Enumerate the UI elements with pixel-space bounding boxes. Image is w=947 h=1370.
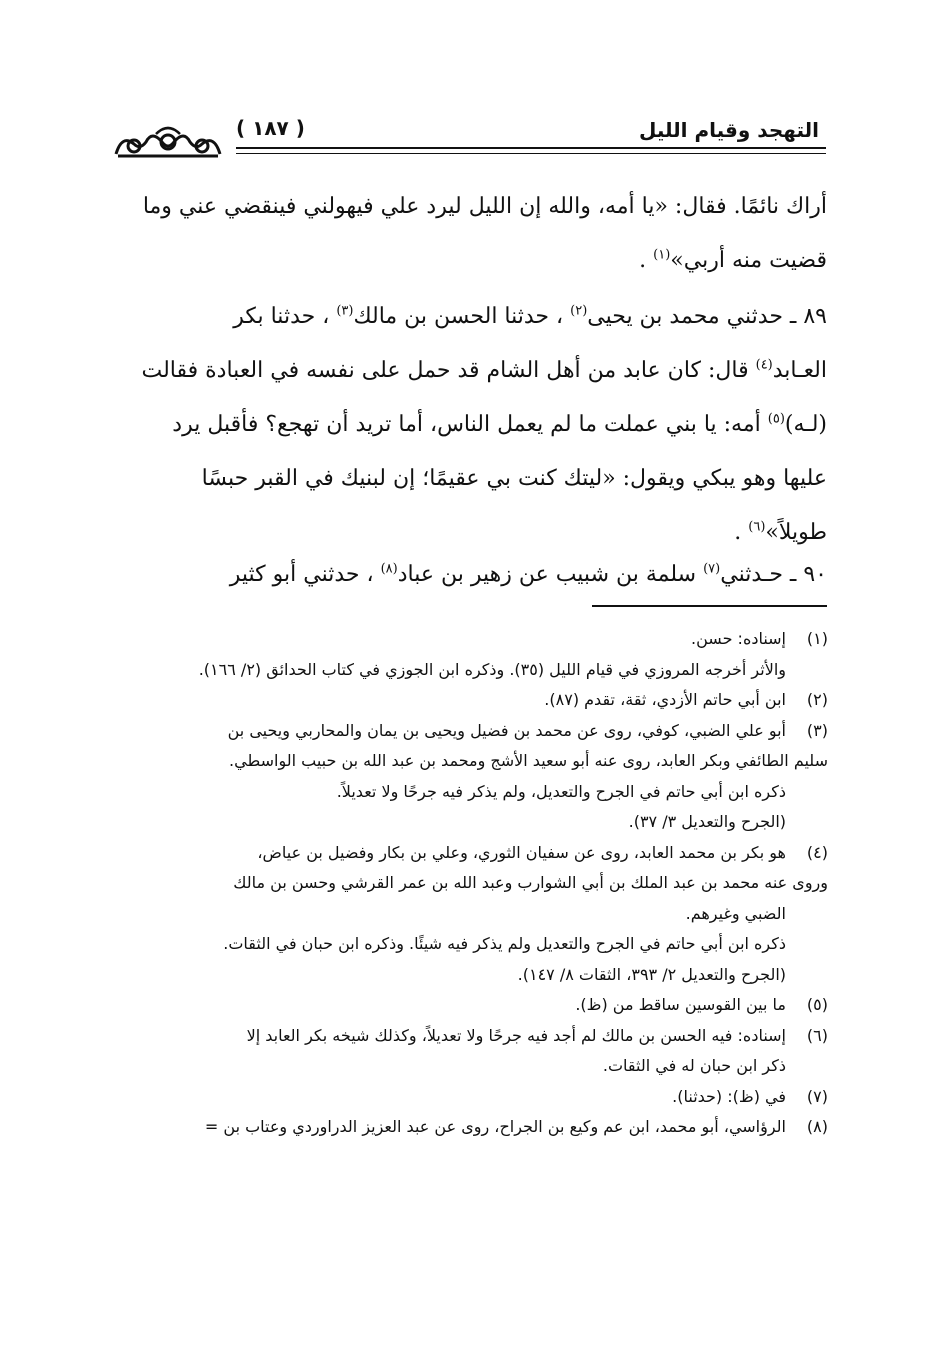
text-span: سلمة بن شبيب عن زهير بن عباد: [397, 562, 704, 587]
footnote-line: سليم الطائفي وبكر العابد، روى عنه أبو سعيد الأشج ومحمد بن عبد الله بن حبيب الواسطي.: [229, 751, 828, 770]
text-line: [112, 180, 827, 234]
text-span: (لـه): [784, 412, 827, 437]
text-line: [112, 452, 827, 506]
footnote-ref: (٧): [703, 561, 721, 577]
footnote-body: [110, 990, 786, 1021]
text-span: قضيت منه أربي»: [670, 248, 827, 273]
footnote-4-continuation: [110, 868, 828, 990]
footnote-ref: (٨): [380, 561, 398, 577]
footnote-7: [110, 1082, 828, 1113]
footnote-1: [110, 624, 828, 685]
footnote-5: [110, 990, 828, 1021]
footnotes: [110, 624, 828, 1143]
footnote-number: (١): [806, 629, 828, 648]
footnote-line: وروى عنه محمد بن عبد الملك بن أبي الشوارب وعبد الله بن عمر القرشي وحسن بن مالك: [233, 873, 828, 892]
footnote-number: (٤): [806, 842, 828, 862]
text-span: عليها وهو يبكي ويقول: «ليتك كنت بي عقيمًا؛ إن لبنيك في القبر حبسًا: [201, 466, 827, 491]
footnote-line: الرؤاسي، أبو محمد، ابن عم وكيع بن الجراح، روى عن عبد العزيز الدراوردي وعتاب بن =: [204, 1117, 786, 1136]
ornament-icon: [112, 120, 224, 164]
footnote-body: [110, 685, 786, 716]
text-line: [112, 290, 827, 344]
footnote-line: ذكره ابن أبي حاتم في الجرح والتعديل، ولم يذكر فيه جرحًا ولا تعديلاً.: [336, 781, 786, 801]
text-span: ، حدثنا الحسن بن مالك: [353, 304, 571, 329]
paragraph-89: [112, 290, 827, 560]
footnote-body: [110, 716, 786, 747]
text-span: .: [639, 248, 654, 273]
footnote-2: [110, 685, 828, 716]
text-span: العـابد: [772, 358, 827, 383]
footnote-ref: (٣): [336, 303, 354, 319]
footnote-body: [110, 624, 786, 685]
text-span: أمه: يا بني عملت ما لم يعمل الناس، أما تريد أن تهجع؟ فأقبل يرد: [172, 412, 768, 437]
text-line: [112, 344, 827, 398]
footnote-number: (٨): [806, 1117, 828, 1136]
footnote-ref: (٦): [748, 519, 766, 535]
footnote-number: (٢): [806, 690, 828, 709]
text-span: أراك نائمًا. فقال: «يا أمه، والله إن الليل ليرد علي فيهولني فينقضي عني وما: [142, 194, 827, 219]
header-rule-thin: [236, 153, 826, 154]
footnote-body: [110, 838, 786, 869]
footnote-ref: (٤): [755, 357, 773, 373]
footnote-4: [110, 838, 828, 869]
footnote-line: أبو علي الضبي، كوفي، روى عن محمد بن فضيل ويحيى بن يمان والمحاربي ويحيى بن: [227, 720, 786, 740]
text-span: ٩٠ ـ حـدثني: [720, 562, 827, 587]
footnote-body: [110, 1082, 786, 1113]
footnote-line: والأثر أخرجه المروزي في قيام الليل (٣٥). وذكره ابن الجوزي في كتاب الحدائق (٢/ ١٦٦).: [198, 659, 786, 679]
text-span: طويلاً»: [765, 520, 827, 545]
footnote-line: الضبي وغيرهم.: [685, 903, 786, 923]
header-rule: [236, 147, 826, 149]
footnote-line: ما بين القوسين ساقط من (ظ).: [575, 995, 786, 1014]
footnote-number: (٦): [806, 1025, 828, 1045]
footnote-8: [110, 1112, 828, 1143]
text-span: ، حدثنا بكر: [233, 304, 337, 329]
text-line: [112, 548, 827, 602]
footnote-6-continuation: [110, 1051, 828, 1082]
paragraph-90: [112, 548, 827, 602]
footnote-line: إسناده: حسن.: [691, 629, 786, 648]
footnote-number: (٧): [806, 1086, 828, 1106]
footnote-line: (الجرح والتعديل ٢/ ٣٩٣، الثقات ٨/ ١٤٧).: [517, 964, 786, 984]
text-span: .: [734, 520, 749, 545]
footnote-line: (الجرح والتعديل ٣/ ٣٧).: [628, 812, 786, 831]
paragraph-continuation: [112, 180, 827, 288]
footnote-ref: (١): [653, 247, 671, 263]
footnote-separator: [592, 605, 827, 607]
footnote-number: (٥): [806, 995, 828, 1014]
footnote-line: ذكر ابن حبان له في الثقات.: [602, 1056, 786, 1075]
text-span: قال: كان عابد من أهل الشام قد حمل على نفسه في العبادة فقالت: [141, 358, 756, 383]
footnote-line: إسناده: فيه الحسن بن مالك لم أجد فيه جرحًا ولا تعديلاً، وكذلك شيخه بكر العابد إلا: [246, 1025, 786, 1045]
footnote-ref: (٥): [767, 411, 785, 427]
footnote-3-continuation: [110, 746, 828, 838]
footnote-3: [110, 716, 828, 747]
footnote-line: ذكره ابن أبي حاتم في الجرح والتعديل ولم يذكر فيه شيئًا. وذكره ابن حبان في الثقات.: [223, 934, 786, 953]
text-line: [112, 398, 827, 452]
text-span: ، حدثني أبو كثير: [229, 562, 381, 587]
footnote-6: [110, 1021, 828, 1052]
footnote-ref: (٢): [570, 303, 588, 319]
footnote-body: [110, 1021, 786, 1052]
footnote-line: هو بكر بن محمد العابد، روى عن سفيان الثوري، وعلي بن بكار وفضيل بن عياض،: [257, 842, 786, 862]
text-span: ٨٩ ـ حدثني محمد بن يحيى: [587, 304, 827, 329]
running-title: التهجد وقيام الليل: [638, 118, 819, 142]
page-number: ( ١٨٧ ): [236, 116, 305, 140]
footnote-body: [110, 1112, 786, 1143]
footnote-line: ابن أبي حاتم الأزدي، ثقة، تقدم (٨٧).: [544, 690, 786, 709]
text-line: [112, 234, 827, 288]
footnote-number: (٣): [806, 720, 828, 740]
footnote-line: في (ظ): (حدثنا).: [672, 1086, 786, 1106]
